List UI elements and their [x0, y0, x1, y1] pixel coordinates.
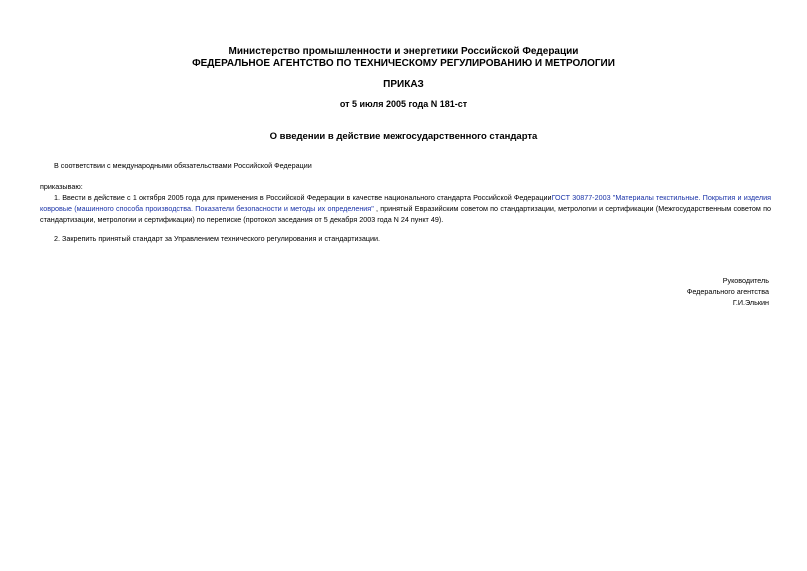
- document-header: [0, 46, 807, 70]
- item-2-paragraph: 2. Закрепить принятый стандарт за Управлением технического регулирования и стандартизации.: [54, 234, 380, 243]
- agency-name: ФЕДЕРАЛЬНОЕ АГЕНТСТВО ПО ТЕХНИЧЕСКОМУ РЕГУЛИРОВАНИЮ И МЕТРОЛОГИИ: [192, 58, 615, 69]
- signature-organization: Федерального агентства: [686, 287, 769, 296]
- order-subject: О введении в действие межгосударственного стандарта: [269, 131, 538, 142]
- order-word: приказываю:: [40, 182, 83, 191]
- gost-standard-link[interactable]: ГОСТ 30877-2003 "Материалы текстильные. Покрытия и изделия ковровые (машинного способа производства. Показатели безопасности и методы их определения": [40, 193, 771, 213]
- signature-position: Руководитель: [722, 276, 769, 285]
- intro-paragraph: В соответствии с международными обязательствами Российской Федерации: [54, 161, 312, 170]
- signature-block: [569, 275, 769, 308]
- item-1-text-before-link: 1. Ввести в действие с 1 октября 2005 года для применения в Российской Федерации в качестве национального стандарта Российской Федерации: [54, 193, 552, 202]
- ministry-name: Министерство промышленности и энергетики Российской Федерации: [228, 46, 579, 57]
- item-1-paragraph: [40, 192, 771, 225]
- order-title: ПРИКАЗ: [383, 79, 424, 90]
- signature-name: Г.И.Элькин: [732, 298, 769, 307]
- item-1-text-after-link: , принятый Евразийским советом по стандартизации, метрологии и сертификации (Межгосударственным советом по стандартизации, метрологии и сертификации) по переписке (протокол заседания от 5 декабря 2003 года N 24 пункт 49).: [40, 204, 771, 224]
- order-date-number: от 5 июля 2005 года N 181-ст: [339, 99, 468, 109]
